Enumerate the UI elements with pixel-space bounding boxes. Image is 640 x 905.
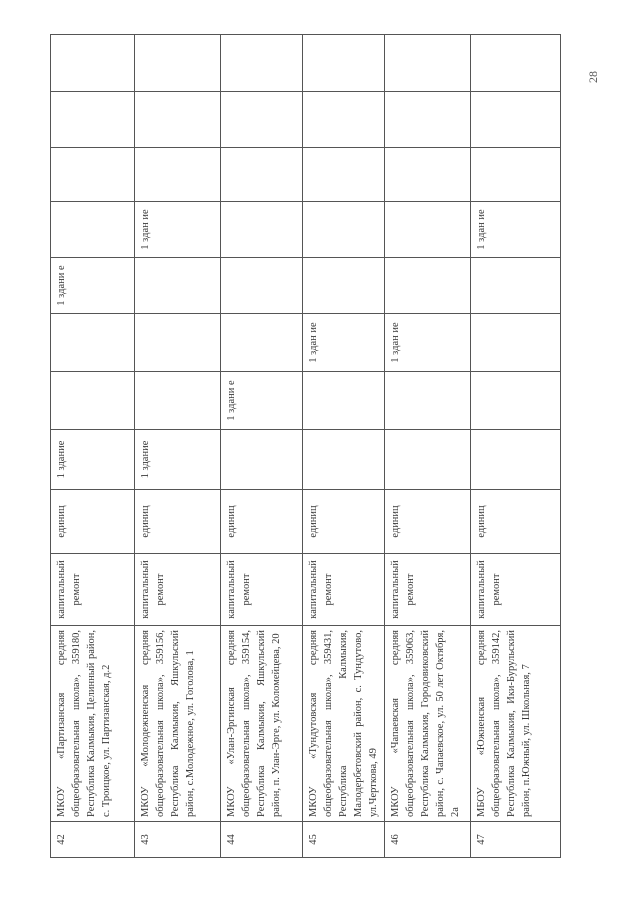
year-value: 1 здан ие [135, 202, 221, 258]
year-value [385, 372, 471, 430]
year-value [385, 258, 471, 314]
table-row [221, 35, 303, 858]
table-row [303, 35, 385, 858]
unit-of-measure: единиц [51, 490, 135, 554]
school-name-address: МКОУ «Чапаевская средняя общеобразовательная школа», 359063, Республика Калмыкия, Городовиковский район, с. Чапаевское, ул. 50 лет Октября, 2а [385, 626, 471, 822]
year-value [51, 372, 135, 430]
work-type: капитальный ремонт [385, 554, 471, 626]
table-row [135, 35, 221, 858]
year-value: 1 здани е [51, 258, 135, 314]
row-number: 46 [385, 822, 471, 858]
total-count [221, 430, 303, 490]
year-value [221, 148, 303, 202]
row-number: 44 [221, 822, 303, 858]
table-row [385, 35, 471, 858]
total-count: 1 здание [51, 430, 135, 490]
year-value [471, 314, 561, 372]
year-value [385, 148, 471, 202]
year-value [135, 372, 221, 430]
year-value [51, 202, 135, 258]
row-number: 47 [471, 822, 561, 858]
unit-of-measure: единиц [385, 490, 471, 554]
total-count [385, 430, 471, 490]
year-value [51, 92, 135, 148]
year-value: 1 здан ие [385, 314, 471, 372]
year-value [221, 92, 303, 148]
year-value [303, 148, 385, 202]
year-value [221, 202, 303, 258]
work-type: капитальный ремонт [51, 554, 135, 626]
row-number: 43 [135, 822, 221, 858]
row-number: 42 [51, 822, 135, 858]
year-value [471, 148, 561, 202]
total-count [471, 430, 561, 490]
year-value [471, 258, 561, 314]
row-number: 45 [303, 822, 385, 858]
work-type: капитальный ремонт [221, 554, 303, 626]
year-value [221, 314, 303, 372]
work-type: капитальный ремонт [303, 554, 385, 626]
year-value [385, 35, 471, 92]
school-name-address: МКОУ «Молодежненская средняя общеобразовательная школа», 359156, Республика Калмыкия, Яшкульский район, с.Молодежное, ул. Гоголова, 1 [135, 626, 221, 822]
year-value [303, 92, 385, 148]
unit-of-measure: единиц [221, 490, 303, 554]
unit-of-measure: единиц [303, 490, 385, 554]
year-value [135, 258, 221, 314]
year-value [303, 35, 385, 92]
unit-of-measure: единиц [471, 490, 561, 554]
work-type: капитальный ремонт [135, 554, 221, 626]
year-value [51, 148, 135, 202]
year-value [221, 35, 303, 92]
year-value [135, 314, 221, 372]
year-value [303, 258, 385, 314]
year-value [51, 314, 135, 372]
school-name-address: МКОУ «Тундутовская средняя общеобразовательная школа», 359431, Республика Калмыкия, Малодербетовский район, с. Тундутово, ул.Черткова, 49 [303, 626, 385, 822]
work-type: капитальный ремонт [471, 554, 561, 626]
year-value [385, 202, 471, 258]
year-value [385, 92, 471, 148]
facilities-table [50, 34, 561, 858]
school-name-address: МБОУ «Южненская средняя общеобразовательная школа», 359142, Республика Калмыкия, Ики-Бурульский район, п.Южный, ул. Школьная, 7 [471, 626, 561, 822]
year-value [303, 202, 385, 258]
year-value [471, 35, 561, 92]
year-value: 1 здан ие [471, 202, 561, 258]
year-value: 1 здани е [221, 372, 303, 430]
table-row [471, 35, 561, 858]
year-value [135, 148, 221, 202]
year-value [221, 258, 303, 314]
page-number: 28 [586, 71, 600, 83]
total-count: 1 здание [135, 430, 221, 490]
year-value: 1 здан ие [303, 314, 385, 372]
total-count [303, 430, 385, 490]
table-row [51, 35, 135, 858]
year-value [51, 35, 135, 92]
rotated-table-container [50, 35, 558, 858]
year-value [135, 35, 221, 92]
unit-of-measure: единиц [135, 490, 221, 554]
year-value [135, 92, 221, 148]
school-name-address: МКОУ «Улан-Эргинская средняя общеобразовательная школа», 359154, Республика Калмыкия, Яшкульский район, п. Улан-Эрге, ул. Коломейцева, 20 [221, 626, 303, 822]
school-name-address: МКОУ «Партизанская средняя общеобразовательная школа», 359180, Республика Калмыкия, Целинный район, с. Троицкое, ул. Партизанская, д.2 [51, 626, 135, 822]
year-value [471, 92, 561, 148]
year-value [471, 372, 561, 430]
year-value [303, 372, 385, 430]
